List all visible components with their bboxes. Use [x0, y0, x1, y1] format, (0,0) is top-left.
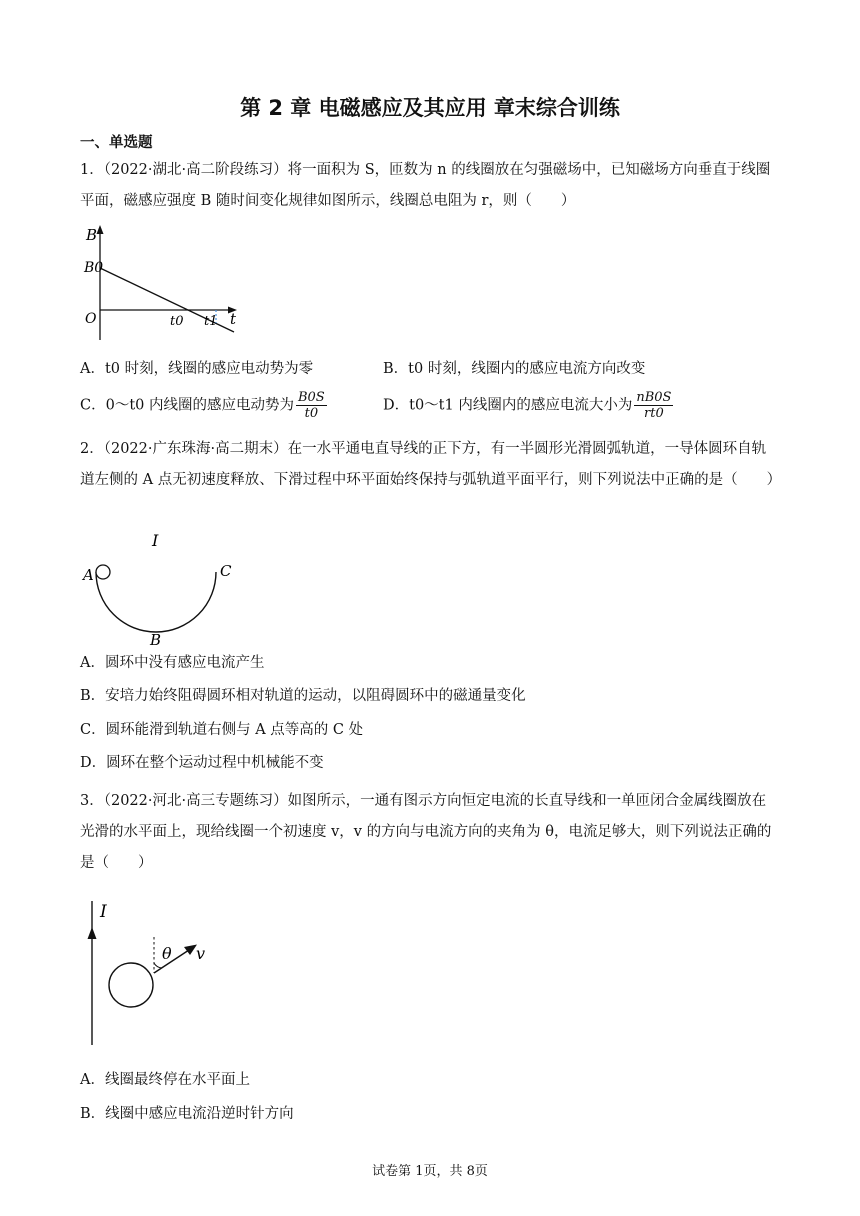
q1-option-d-denominator: rt0 [644, 406, 664, 421]
q1-option-d-numerator: nB0S [636, 390, 672, 405]
q2-point-a: A [83, 566, 94, 584]
q2-option-a: A．圆环中没有感应电流产生 [80, 655, 265, 671]
q3-velocity-line [154, 948, 192, 973]
question-1-stem: 1．（2022·湖北·高二阶段练习）将一面积为 S，匝数为 n 的线圈放在匀强磁场中，已知磁场方向垂直于线圈平面，磁感应强度 B 随时间变化规律如图所示，线圈总电阻为 r，则（ ） [80, 162, 771, 209]
q2-track-diagram [80, 528, 250, 650]
q3-theta-label: θ [162, 944, 172, 963]
q1-option-d-text: D．t0～t1 内线圈内的感应电流大小为 [383, 397, 633, 414]
q1-option-c-text: C．0～t0 内线圈的感应电动势为 [80, 397, 294, 414]
q1-x-label: t [230, 310, 237, 328]
q1-option-b: B．t0 时刻，线圈内的感应电流方向改变 [383, 361, 646, 377]
q1-option-c-denominator: t0 [304, 406, 319, 421]
q1-y-arrow [97, 225, 104, 234]
q3-velocity-label: v [196, 944, 206, 963]
q3-option-a: A．线圈最终停在水平面上 [80, 1072, 250, 1088]
q3-angle-arc [154, 963, 162, 968]
q3-wire-coil-diagram [80, 893, 220, 1049]
page-footer: 试卷第 1页，共 8页 [372, 1164, 488, 1179]
q3-current-label: I [100, 902, 107, 922]
q1-option-d [383, 390, 673, 421]
q2-ring [96, 565, 110, 579]
q1-t1-label: t1 [204, 314, 218, 329]
q3-option-b: B．线圈中感应电流沿逆时针方向 [80, 1106, 294, 1122]
q1-option-c-fraction [296, 390, 327, 421]
q2-current-label: I [152, 531, 159, 550]
q2-option-b: B．安培力始终阻碍圆环相对轨道的运动，以阻碍圆环中的磁通量变化 [80, 688, 526, 704]
q1-origin-label: O [85, 311, 97, 327]
q2-semicircle-track [96, 572, 216, 632]
q2-option-d: D．圆环在整个运动过程中机械能不变 [80, 755, 324, 771]
q1-option-d-fraction [634, 390, 673, 421]
page-title: 第 2 章 电磁感应及其应用 章末综合训练 [240, 96, 620, 120]
q1-option-c [80, 390, 327, 421]
q1-y-label: B [86, 226, 98, 244]
q2-option-c: C．圆环能滑到轨道右侧与 A 点等高的 C 处 [80, 722, 364, 738]
q3-coil [109, 963, 153, 1007]
question-3-stem: 3．（2022·河北·高三专题练习）如图所示，一通有图示方向恒定电流的长直导线和一单匝闭合金属线圈放在光滑的水平面上，现给线圈一个初速度 v，v 的方向与电流方向的夹角为 θ，电流足够大，则下列说法正确的是（ ） [80, 793, 772, 871]
q1-b0-label: B0 [84, 260, 104, 276]
question-2-stem: 2．（2022·广东珠海·高二期末）在一水平通电直导线的正下方，有一半圆形光滑圆弧轨道，一导体圆环自轨道左侧的 A 点无初速度释放、下滑过程中环平面始终保持与弧轨道平面平行，则下列说法中正确的是（ ） [80, 441, 782, 488]
q1-option-c-numerator: B0S [297, 390, 325, 405]
q3-current-arrow [88, 927, 97, 939]
q2-point-c: C [220, 562, 232, 580]
q1-t0-label: t0 [170, 314, 184, 329]
section-heading: 一、单选题 [80, 135, 153, 151]
q1-option-a: A．t0 时刻，线圈的感应电动势为零 [80, 361, 314, 377]
q1-b-t-graph [82, 222, 252, 344]
q2-point-b: B [150, 631, 162, 649]
